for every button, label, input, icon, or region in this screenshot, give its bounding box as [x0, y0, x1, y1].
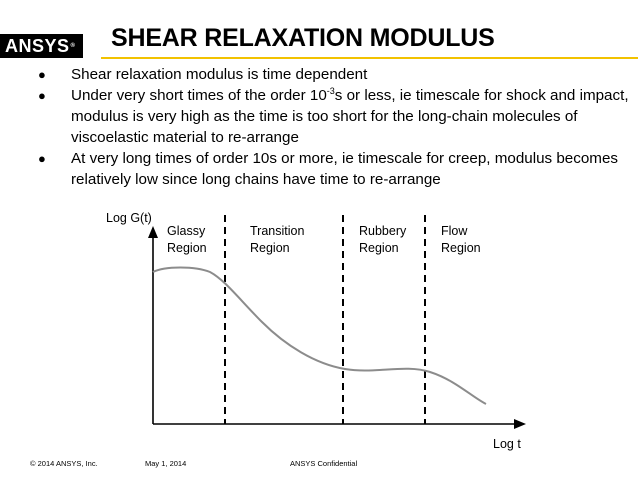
- footer-date: May 1, 2014: [145, 459, 187, 468]
- region-label-transition-line2: Region: [250, 241, 290, 255]
- region-label-flow-line1: Flow: [441, 224, 468, 238]
- y-axis-arrow-icon: [148, 226, 158, 238]
- region-label-glassy-line1: Glassy: [167, 224, 206, 238]
- bullet-text-post: s or less, ie timescale for shock and impact, modulus is very high as the time is too short for the long-chain molecules of viscoelastic material to re-arrange: [71, 87, 629, 146]
- x-axis-arrow-icon: [514, 419, 526, 429]
- bullet-text: Shear relaxation modulus is time dependent: [71, 66, 368, 83]
- region-label-glassy-line2: Region: [167, 241, 207, 255]
- bullet-dot-icon: ●: [38, 67, 46, 82]
- footer-confidential: ANSYS Confidential: [290, 459, 358, 468]
- y-axis-label: Log G(t): [106, 211, 152, 225]
- x-axis-label: Log t: [493, 437, 521, 451]
- bullet-exponent: -3: [326, 86, 335, 96]
- bullet-text-pre: Under very short times of the order 10: [71, 87, 327, 104]
- region-label-rubbery-line1: Rubbery: [359, 224, 407, 238]
- bullet-dot-icon: ●: [38, 88, 46, 103]
- bullet-text: At very long times of order 10s or more, ie timescale for creep, modulus becomes relatively low since long chains have time to re-arrange: [71, 150, 618, 188]
- logo-trademark: ®: [70, 43, 76, 49]
- relaxation-curve: [153, 268, 486, 405]
- region-label-flow-line2: Region: [441, 241, 481, 255]
- slide-title: SHEAR RELAXATION MODULUS: [111, 24, 495, 52]
- logo-text: ANSYS: [5, 36, 70, 56]
- footer-copyright: © 2014 ANSYS, Inc.: [30, 459, 98, 468]
- region-label-transition-line1: Transition: [250, 224, 305, 238]
- region-label-rubbery-line2: Region: [359, 241, 399, 255]
- bullet-dot-icon: ●: [38, 151, 46, 166]
